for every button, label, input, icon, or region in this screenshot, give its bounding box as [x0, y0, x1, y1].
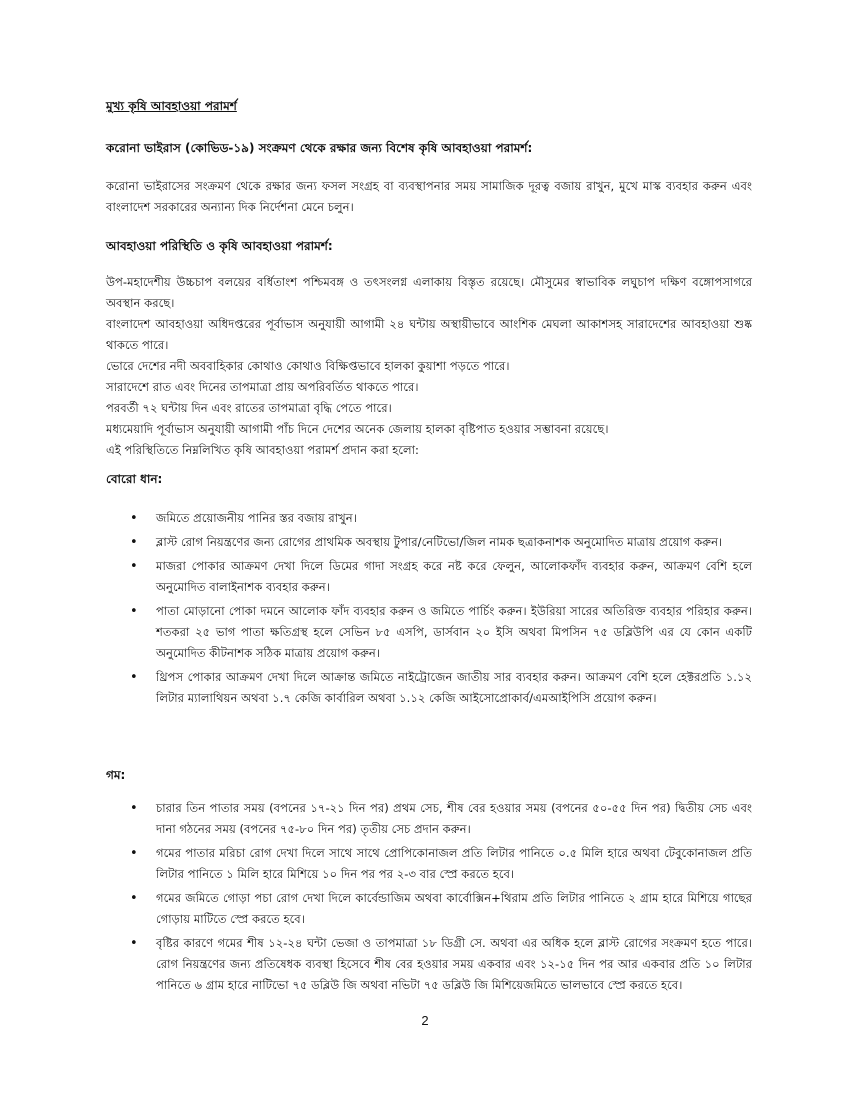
wheat-heading: গম:	[106, 768, 126, 782]
boro-heading: বোরো ধান:	[106, 472, 163, 486]
bullet-icon: •	[130, 670, 138, 685]
list-item-text: জমিতে প্রয়োজনীয় পানির স্তর বজায় রাখুন।	[156, 511, 357, 525]
covid-heading-block	[106, 138, 752, 159]
bullet-icon: •	[130, 604, 138, 619]
list-item-text: চারার তিন পাতার সময় (বপনের ১৭-২১ দিন পর) প্রথম সেচ, শীষ বের হওয়ার সময় (বপনের ৫০-৫৫ দিন পর) দ্বিতীয় সেচ এবং দানা গঠনের সময় (বপনের ৭৫-৮০ দিন পর) তৃতীয় সেচ প্রদান করুন।	[156, 801, 752, 836]
list-item	[106, 933, 752, 996]
boro-heading-block	[106, 469, 752, 490]
bullet-icon: •	[130, 891, 138, 906]
list-item	[106, 843, 752, 885]
list-item-text: বৃষ্টির কারণে গমের শীষ ১২-২৪ ঘন্টা ভেজা ও তাপমাত্রা ১৮ ডিগ্রী সে. অথবা এর অধিক হলে ব্লাস্ট রোগের সংক্রমণ হতে পারে। রোগ নিয়ন্ত্রণের জন্য প্রতিষেধক ব্যবস্থা হিসেবে শীষ বের হওয়ার সময় একবার এবং ১২-১৫ দিন পর আর একবার প্রতি ১০ লিটার পানিতে ৬ গ্রাম হারে নাটিভো ৭৫ ডব্লিউ জি অথবা নভিটা ৭৫ ডব্লিউ জি মিশিয়েজমিতে ভালভাবে স্প্রে করতে হবে।	[156, 936, 752, 992]
list-item	[106, 888, 752, 930]
list-item-text: পাতা মোড়ানো পোকা দমনে আলোক ফাঁদ ব্যবহার করুন ও জমিতে পার্চিং করুন। ইউরিয়া সারের অতিরিক্ত ব্যবহার পরিহার করুন। শতকরা ২৫ ভাগ পাতা ক্ষতিগ্রস্থ হলে সেভিন ৮৫ এসপি, ডার্সবান ২০ ইসি অথবা মিপসিন ৭৫ ডব্লিউপি এর যে কোন একটি অনুমোদিত কীটনাশক সঠিক মাত্রায় প্রয়োগ করুন।	[156, 604, 752, 660]
weather-line: এই পরিস্থিতিতে নিম্নলিখিত কৃষি আবহাওয়া পরামর্শ প্রদান করা হলো:	[106, 443, 419, 457]
weather-line: পরবর্তী ৭২ ঘন্টায় দিন এবং রাতের তাপমাত্রা বৃদ্ধি পেতে পারে।	[106, 401, 392, 415]
covid-text: করোনা ভাইরাসের সংক্রমণ থেকে রক্ষার জন্য ফসল সংগ্রহ বা ব্যবস্থাপনার সময় সামাজিক দূরত্ব বজায় রাখুন, মুখে মাস্ক ব্যবহার করুন এবং বাংলাদেশ সরকারের অন্যান্য দিক নির্দেশনা মেনে চলুন।	[106, 179, 752, 214]
covid-heading: করোনা ভাইরাস (কোভিড-১৯) সংক্রমণ থেকে রক্ষার জন্য বিশেষ কৃষি আবহাওয়া পরামর্শ:	[106, 141, 533, 155]
weather-paragraph	[106, 272, 752, 461]
bullet-icon: •	[130, 846, 138, 861]
list-item-text: থ্রিপস পোকার আক্রমণ দেখা দিলে আক্রান্ত জমিতে নাইট্রোজেন জাতীয় সার ব্যবহার করুন। আক্রমণ বেশি হলে হেক্টরপ্রতি ১.১২ লিটার ম্যালাথিয়ন অথবা ১.৭ কেজি কার্বারিল অথবা ১.১২ কেজি আইসোপ্রোকার্ব/এমআইপিসি প্রয়োগ করুন।	[156, 670, 752, 705]
list-item-text: গমের জমিতে গোড়া পচা রোগ দেখা দিলে কার্বেন্ডাজিম অথবা কার্বোক্সিন+থিরাম প্রতি লিটার পানিতে ২ গ্রাম হারে মিশিয়ে গাছের গোড়ায় মাটিতে স্প্রে করতে হবে।	[156, 891, 752, 926]
bullet-icon: •	[130, 511, 138, 526]
list-item	[106, 798, 752, 840]
weather-line: সারাদেশে রাত এবং দিনের তাপমাত্রা প্রায় অপরিবর্তিত থাকতে পারে।	[106, 380, 419, 394]
weather-heading-block	[106, 236, 752, 257]
list-item-text: ব্লাস্ট রোগ নিয়ন্ত্রণের জন্য রোগের প্রাথমিক অবস্থায় টুপার/নেটিভো/জিল নামক ছত্রাকনাশক অনুমোদিত মাত্রায় প্রয়োগ করুন।	[156, 535, 723, 549]
list-item	[106, 667, 752, 709]
list-item-text: মাজরা পোকার আক্রমণ দেখা দিলে ডিমের গাদা সংগ্রহ করে নষ্ট করে ফেলুন, আলোকফাঁদ ব্যবহার করুন, আক্রমণ বেশি হলে অনুমোদিত বালাইনাশক ব্যবহার করুন।	[156, 559, 752, 594]
wheat-list	[106, 798, 752, 999]
covid-paragraph	[106, 176, 752, 218]
bullet-icon: •	[130, 535, 138, 550]
main-heading-block	[106, 96, 752, 117]
weather-heading: আবহাওয়া পরিস্থিতি ও কৃষি আবহাওয়া পরামর্শ:	[106, 239, 333, 253]
weather-line: মধ্যমেয়াদি পূর্বাভাস অনুযায়ী আগামী পাঁচ দিনে দেশের অনেক জেলায় হালকা বৃষ্টিপাত হওয়ার সম্ভাবনা রয়েছে।	[106, 422, 609, 436]
weather-line: বাংলাদেশ আবহাওয়া অধিদপ্তরের পূর্বাভাস অনুযায়ী আগামী ২৪ ঘন্টায় অস্থায়ীভাবে আংশিক মেঘলা আকাশসহ সারাদেশের আবহাওয়া শুষ্ক থাকতে পারে।	[106, 317, 752, 352]
list-item-text: গমের পাতার মরিচা রোগ দেখা দিলে সাথে সাথে প্রোপিকোনাজল প্রতি লিটার পানিতে ০.৫ মিলি হারে অথবা টেবুকোনাজল প্রতি লিটার পানিতে ১ মিলি হারে মিশিয়ে ১০ দিন পর পর ২-৩ বার স্প্রে করতে হবে।	[156, 846, 752, 881]
page-number: 2	[421, 1013, 429, 1028]
list-item	[106, 556, 752, 598]
bullet-icon: •	[130, 801, 138, 816]
wheat-heading-block	[106, 765, 752, 786]
main-heading: মুখ্য কৃষি আবহাওয়া পরামর্শ	[106, 99, 237, 113]
weather-line: ভোরে দেশের নদী অববাহিকার কোথাও কোথাও বিক্ষিপ্তভাবে হালকা কুয়াশা পড়তে পারে।	[106, 359, 510, 373]
boro-list	[106, 508, 752, 712]
list-item	[106, 601, 752, 664]
bullet-icon: •	[130, 936, 138, 951]
weather-line: উপ-মহাদেশীয় উচ্চচাপ বলয়ের বর্ধিতাংশ পশ্চিমবঙ্গ ও তৎসংলগ্ন এলাকায় বিস্তৃত রয়েছে। মৌসুমের স্বাভাবিক লঘুচাপ দক্ষিণ বঙ্গোপসাগরে অবস্থান করছে।	[106, 275, 752, 310]
list-item	[106, 532, 752, 553]
bullet-icon: •	[130, 559, 138, 574]
list-item	[106, 508, 752, 529]
